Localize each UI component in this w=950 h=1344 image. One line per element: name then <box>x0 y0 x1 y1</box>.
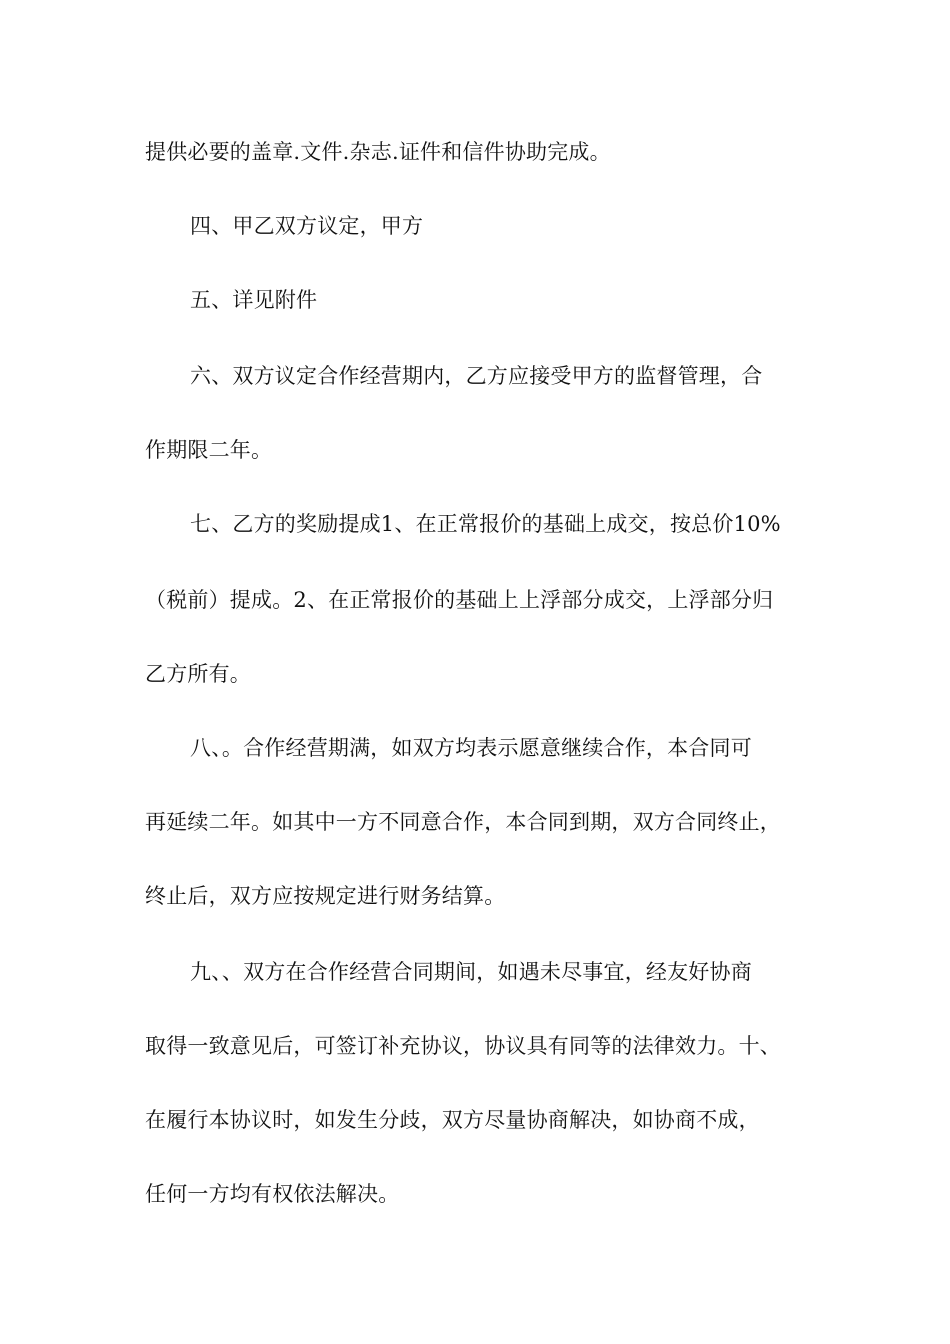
clause-8-line-1: 八、。合作经营期满，如双方均表示愿意继续合作，本合同可 <box>190 736 752 760</box>
clause-10-line-1: 在履行本协议时，如发生分歧，双方尽量协商解决，如协商不成， <box>145 1108 760 1132</box>
text-line-1: 提供必要的盖章.文件.杂志.证件和信件协助完成。 <box>145 140 611 164</box>
clause-5-line: 五、详见附件 <box>190 288 318 312</box>
clause-6-line-2: 作期限二年。 <box>145 438 273 462</box>
clause-8-line-2: 再延续二年。如其中一方不同意合作，本合同到期，双方合同终止， <box>145 810 781 834</box>
clause-7-line-2: （税前）提成。2、在正常报价的基础上上浮部分成交，上浮部分归 <box>145 588 774 612</box>
clause-9-line-2: 取得一致意见后，可签订补充协议，协议具有同等的法律效力。十、 <box>145 1034 781 1058</box>
clause-10-line-2: 任何一方均有权依法解决。 <box>145 1182 400 1206</box>
clause-8-line-3: 终止后，双方应按规定进行财务结算。 <box>145 884 506 908</box>
clause-7-line-3: 乙方所有。 <box>145 662 251 686</box>
clause-4-line: 四、甲乙双方议定，甲方 <box>190 214 424 238</box>
clause-9-line-1: 九、、双方在合作经营合同期间，如遇未尽事宜，经友好协商 <box>190 960 752 984</box>
clause-7-line-1: 七、乙方的奖励提成1、在正常报价的基础上成交，按总价10% <box>190 512 781 536</box>
clause-6-line-1: 六、双方议定合作经营期内，乙方应接受甲方的监督管理，合 <box>190 364 763 388</box>
